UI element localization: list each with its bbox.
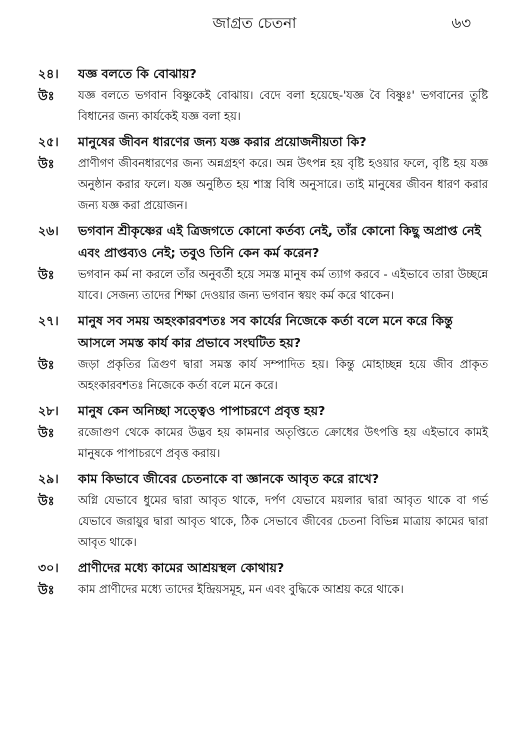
question-text: মানুষ কেন অনিচ্ছা সত্ত্বেও পাপাচরণে প্রবৃত্ত হয়?	[78, 403, 326, 418]
page-number: ৬৩	[451, 14, 471, 32]
question-number: ২৬।	[38, 223, 59, 238]
answer-label: উঃ	[38, 156, 55, 171]
question-text: ভগবান শ্রীকৃষ্ণের এই ত্রিজগতে কোনো কর্তব্য নেই, তাঁর কোনো কিছু অপ্রাপ্ত নেই এবং প্রাপ্তব্যও নেই; তবুও তিনি কেন কর্ম করেন?	[78, 223, 481, 260]
question-number: ২৫।	[38, 134, 59, 149]
qa-item	[38, 468, 488, 553]
qa-item	[38, 63, 488, 127]
question-text: যজ্ঞ বলতে কি বোঝায়?	[78, 66, 197, 81]
answer-text: রজোগুণ থেকে কামের উদ্ভব হয় কামনার অতৃপ্তিতে ক্রোধের উৎপত্তি হয় এইভাবে কামই মানুষকে পাপাচরণে প্রবৃত্ত করায়।	[78, 426, 488, 460]
answer-text: প্রাণীগণ জীবনধারণের জন্য অন্নগ্রহণ করে। অন্ন উৎপন্ন হয় বৃষ্টি হওয়ার ফলে, বৃষ্টি হয় যজ্ঞ অনুষ্ঠান করার ফলে। যজ্ঞ অনুষ্ঠিত হয় শাস্ত্র বিধি অনুসারে। তাই মানুষের জীবন ধারণ করার জন্য যজ্ঞ করা প্রয়োজন।	[78, 157, 488, 212]
question-number: ৩০।	[38, 560, 59, 575]
answer-label: উঃ	[38, 88, 55, 103]
running-title: জাগ্রত চেতনা	[212, 14, 297, 32]
answer-label: উঃ	[38, 493, 55, 508]
answer-text: কাম প্রাণীদের মধ্যে তাদের ইন্দ্রিয়সমূহ, মন এবং বুদ্ধিকে আশ্রয় করে থাকে।	[78, 583, 404, 596]
qa-item	[38, 310, 488, 396]
answer-label: উঃ	[38, 425, 55, 440]
question-text: প্রাণীদের মধ্যে কামের আশ্রয়স্থল কোথায়?	[78, 560, 285, 575]
qa-item	[38, 220, 488, 306]
question-number: ২৭।	[38, 313, 59, 328]
answer-text: যজ্ঞ বলতে ভগবান বিষ্ণুকেই বোঝায়। বেদে বলা হয়েছে-'যজ্ঞ বৈ বিষ্ণুঃ' ভগবানের তুষ্টি বিধানের জন্য কার্যকেই যজ্ঞ বলা হয়।	[78, 89, 488, 123]
page-header	[0, 10, 509, 36]
question-number: ২৮।	[38, 403, 59, 418]
qa-item	[38, 400, 488, 464]
answer-text: জড়া প্রকৃতির ত্রিগুণ দ্বারা সমস্ত কার্য সম্পাদিত হয়। কিন্তু মোহাচ্ছন্ন হয়ে জীব প্রাকৃত অহংকারবশতঃ নিজেকে কর্তা বলে মনে করে।	[78, 358, 488, 392]
qa-item	[38, 131, 488, 216]
answer-text: অগ্নি যেভাবে ধুমের দ্বারা আবৃত থাকে, দর্পণ যেভাবে ময়লার দ্বারা আবৃত থাকে বা গর্ভ যেভাবে জরায়ুর দ্বারা আবৃত থাকে, ঠিক সেভাবে জীবের চেতনা বিভিন্ন মাত্রায় কামের দ্বারা আবৃত থাকে।	[78, 494, 488, 549]
answer-label: উঃ	[38, 357, 55, 372]
question-text: মানুষের জীবন ধারণের জন্য যজ্ঞ করার প্রয়োজনীয়তা কি?	[78, 134, 367, 149]
qa-list	[38, 63, 488, 604]
answer-text: ভগবান কর্ম না করলে তাঁর অনুবর্তী হয়ে সমস্ত মানুষ কর্ম ত্যাগ করবে - এইভাবে তারা উচ্ছন্নে যাবে। সেজন্য তাদের শিক্ষা দেওয়ার জন্য ভগবান স্বয়ং কর্ম করে থাকেন।	[78, 268, 488, 302]
question-text: মানুষ সব সময় অহংকারবশতঃ সব কার্যের নিজেকে কর্তা বলে মনে করে কিন্তু আসলে সমস্ত কার্য কার প্রভাবে সংঘটিত হয়?	[78, 313, 453, 350]
qa-item	[38, 557, 488, 600]
answer-label: উঃ	[38, 267, 55, 282]
question-text: কাম কিভাবে জীবের চেতনাকে বা জ্ঞানকে আবৃত করে রাখে?	[78, 471, 379, 486]
answer-label: উঃ	[38, 582, 55, 597]
question-number: ২৯।	[38, 471, 59, 486]
question-number: ২৪।	[38, 66, 59, 81]
